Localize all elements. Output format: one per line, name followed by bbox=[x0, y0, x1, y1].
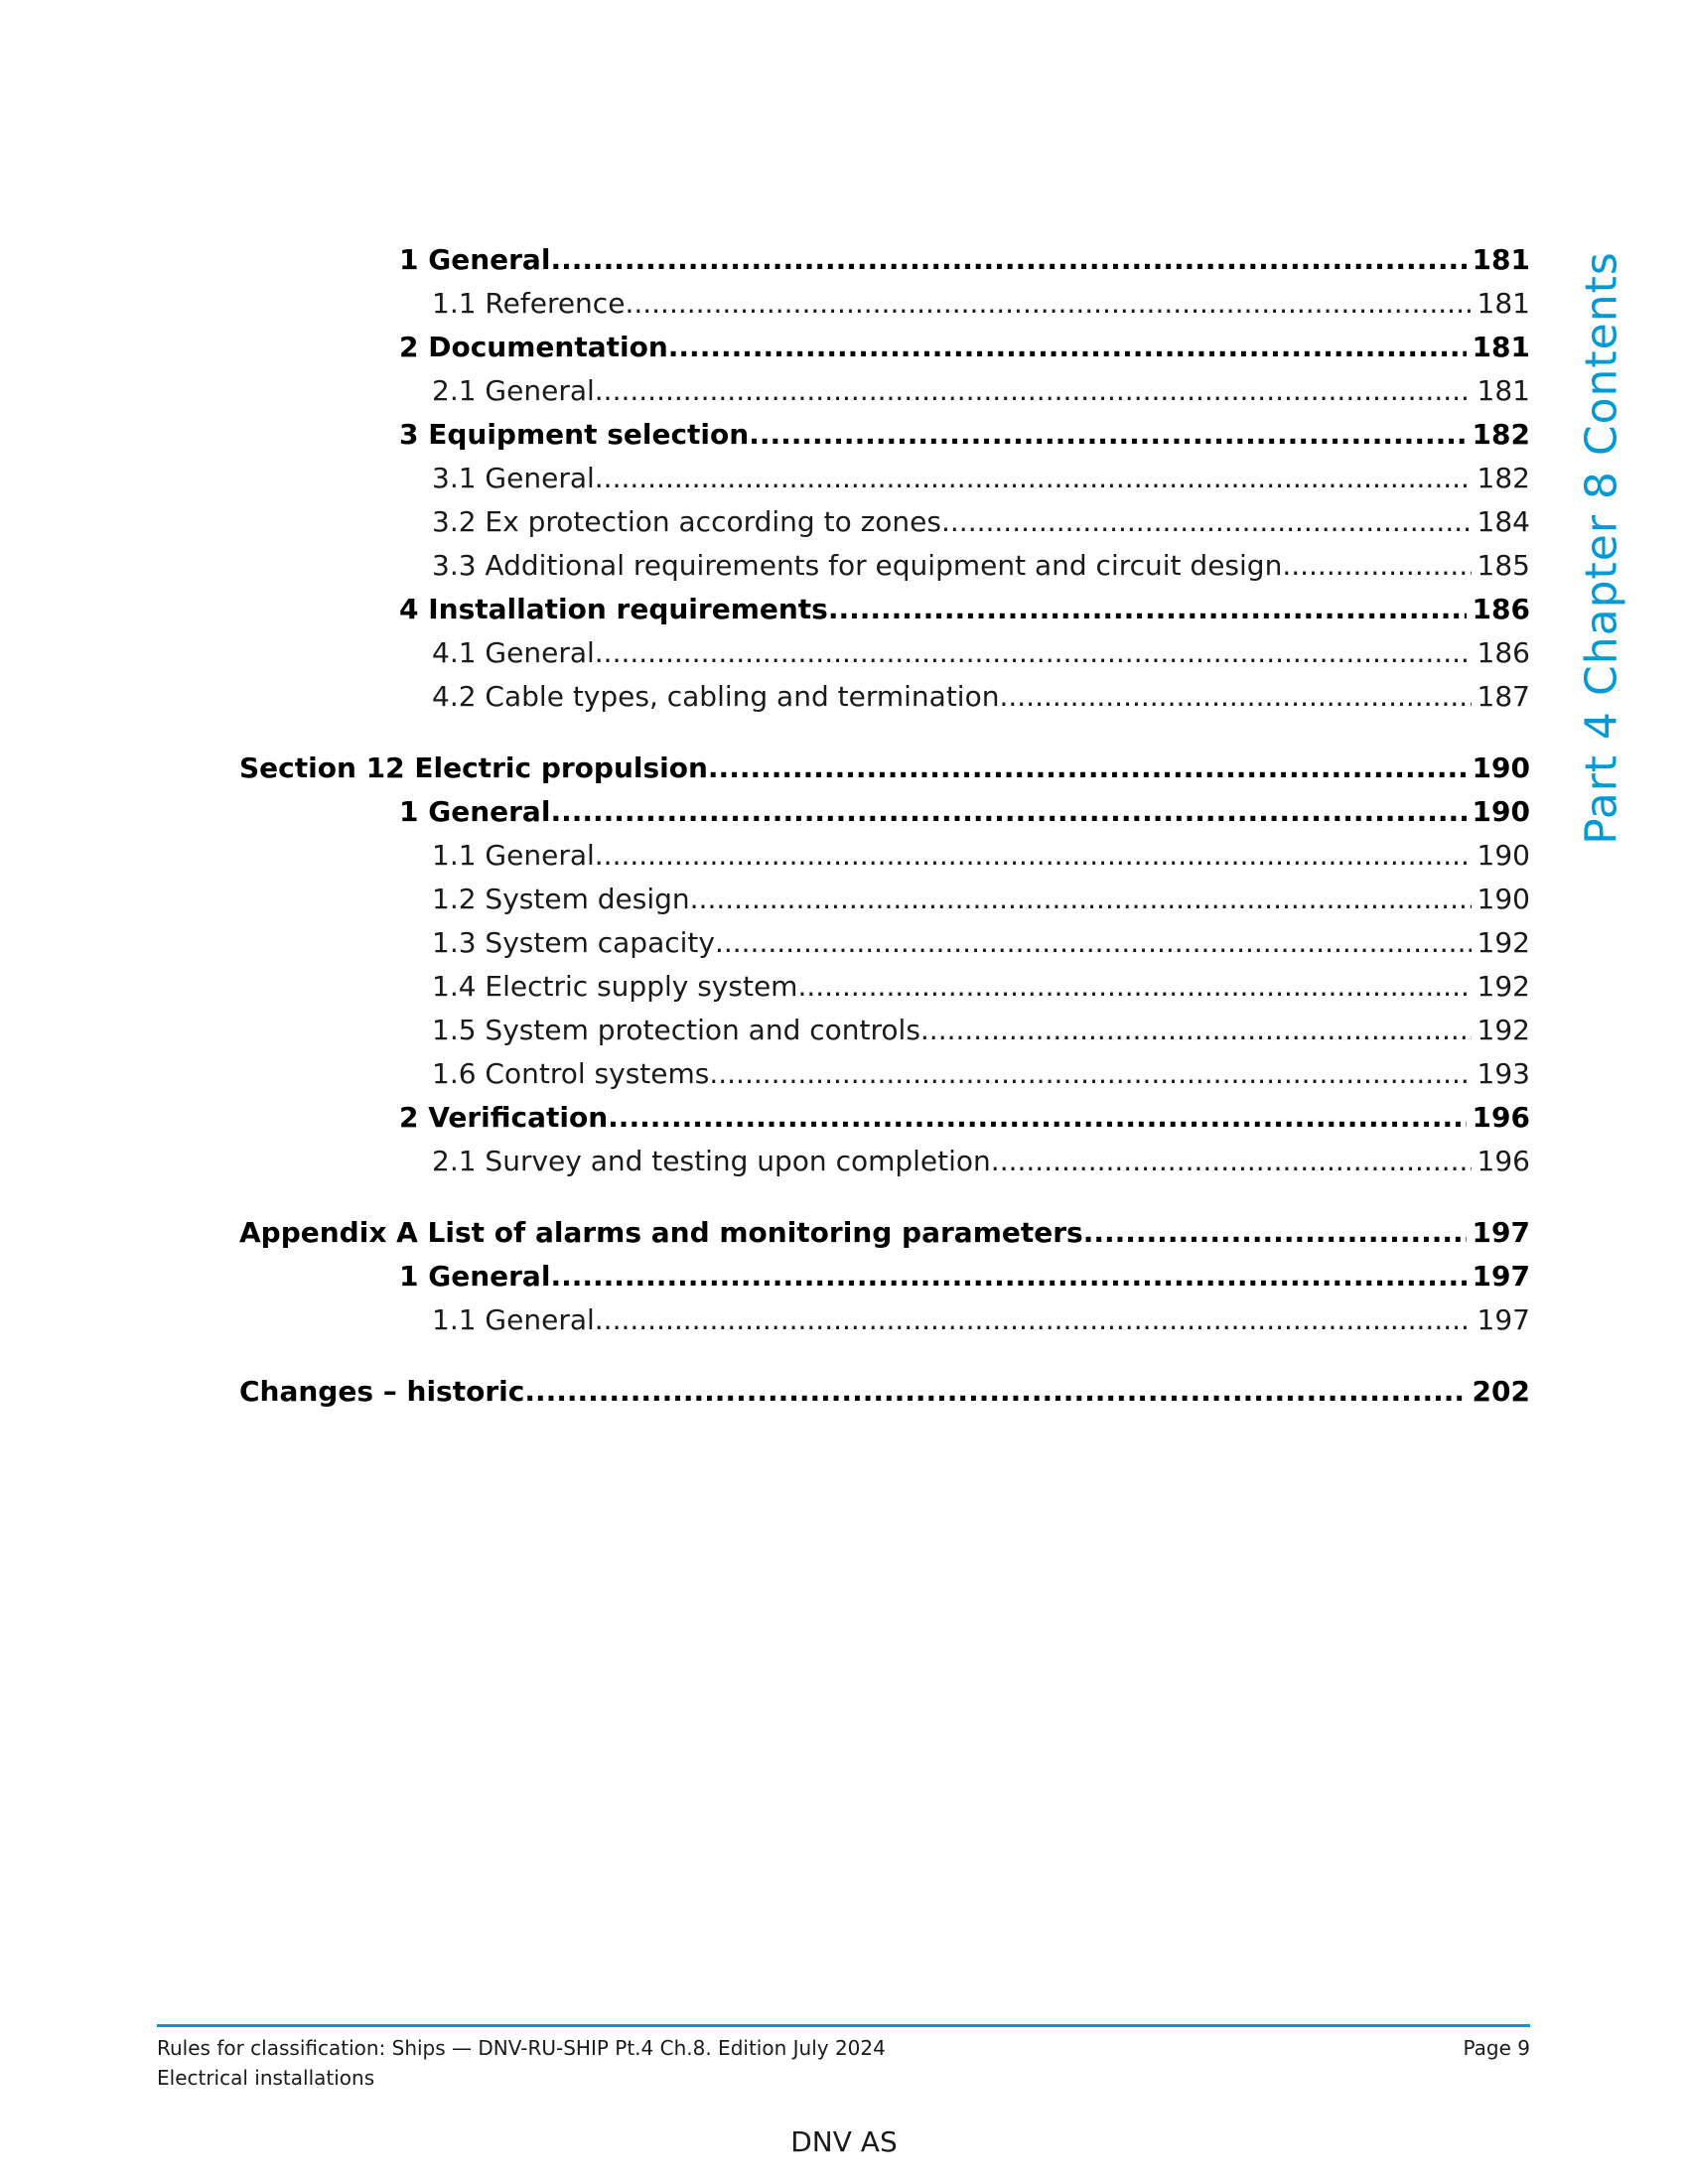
toc-entry-page: 186 bbox=[1472, 593, 1530, 625]
toc-entry-page: 192 bbox=[1477, 970, 1530, 1003]
toc-entry-subsection[interactable] bbox=[432, 502, 1530, 542]
toc-entry-label: 3.2 Ex protection according to zones bbox=[432, 505, 941, 538]
toc-entry-page: 192 bbox=[1477, 926, 1530, 959]
toc-entry-chapter[interactable] bbox=[399, 1257, 1530, 1297]
toc-entry-label: 1 General bbox=[399, 795, 551, 828]
toc-dot-leader bbox=[595, 836, 1472, 876]
toc-dot-leader bbox=[690, 880, 1472, 919]
toc-entry-subsection[interactable] bbox=[432, 284, 1530, 324]
toc-entry-page: 197 bbox=[1472, 1216, 1530, 1249]
toc-entry-page: 196 bbox=[1477, 1145, 1530, 1177]
toc-entry-chapter[interactable] bbox=[399, 240, 1530, 280]
toc-entry-label: 1.2 System design bbox=[432, 883, 690, 915]
chapter-side-tab-label: Part 4 Chapter 8 Contents bbox=[1576, 251, 1627, 845]
toc-dot-leader bbox=[550, 792, 1466, 832]
toc-entry-page: 181 bbox=[1472, 331, 1530, 363]
footer-divider bbox=[157, 2024, 1530, 2027]
toc-entry-subsection[interactable] bbox=[432, 459, 1530, 498]
toc-entry-chapter[interactable] bbox=[399, 328, 1530, 367]
toc-entry-section[interactable] bbox=[239, 1372, 1530, 1412]
toc-entry-subsection[interactable] bbox=[432, 677, 1530, 717]
toc-dot-leader bbox=[709, 1054, 1471, 1094]
footer-document-title: Rules for classification: Ships — DNV-RU-SHIP Pt.4 Ch.8. Edition July 2024 bbox=[157, 2036, 886, 2060]
toc-entry-chapter[interactable] bbox=[399, 1098, 1530, 1138]
toc-entry-page: 181 bbox=[1472, 243, 1530, 276]
toc-entry-page: 193 bbox=[1477, 1057, 1530, 1090]
toc-dot-leader bbox=[920, 1011, 1472, 1050]
toc-entry-section[interactable] bbox=[239, 1213, 1530, 1253]
toc-entry-chapter[interactable] bbox=[399, 415, 1530, 455]
toc-entry-label: Appendix A List of alarms and monitoring parameters bbox=[239, 1216, 1083, 1249]
toc-dot-leader bbox=[941, 502, 1472, 542]
toc-entry-page: 190 bbox=[1472, 795, 1530, 828]
toc-dot-leader bbox=[524, 1372, 1466, 1412]
toc-dot-leader bbox=[550, 1257, 1466, 1297]
toc-entry-page: 196 bbox=[1472, 1101, 1530, 1134]
toc-entry-label: Section 12 Electric propulsion bbox=[239, 751, 708, 784]
toc-entry-page: 190 bbox=[1477, 883, 1530, 915]
toc-entry-label: 1.4 Electric supply system bbox=[432, 970, 798, 1003]
toc-entry-label: 3 Equipment selection bbox=[399, 418, 750, 451]
toc-dot-leader bbox=[991, 1142, 1472, 1181]
toc-entry-page: 186 bbox=[1477, 636, 1530, 669]
toc-dot-leader bbox=[1282, 546, 1471, 586]
toc-entry-label: Changes – historic bbox=[239, 1375, 525, 1408]
toc-entry-chapter[interactable] bbox=[399, 792, 1530, 832]
toc-dot-leader bbox=[595, 633, 1472, 673]
toc-entry-subsection[interactable] bbox=[432, 1054, 1530, 1094]
toc-entry-subsection[interactable] bbox=[432, 546, 1530, 586]
toc-entry-page: 187 bbox=[1477, 680, 1530, 713]
toc-dot-leader bbox=[797, 967, 1471, 1007]
toc-entry-page: 182 bbox=[1477, 462, 1530, 494]
toc-entry-label: 4.2 Cable types, cabling and termination bbox=[432, 680, 1000, 713]
toc-entry-page: 182 bbox=[1472, 418, 1530, 451]
toc-entry-subsection[interactable] bbox=[432, 880, 1530, 919]
footer-publisher: DNV AS bbox=[790, 2125, 898, 2158]
toc-entry-subsection[interactable] bbox=[432, 923, 1530, 963]
toc-entry-subsection[interactable] bbox=[432, 371, 1530, 411]
toc-entry-subsection[interactable] bbox=[432, 967, 1530, 1007]
toc-entry-label: 1 General bbox=[399, 1260, 551, 1293]
toc-dot-leader bbox=[608, 1098, 1466, 1138]
toc-dot-leader bbox=[1083, 1213, 1467, 1253]
toc-entry-page: 181 bbox=[1477, 287, 1530, 320]
toc-entry-page: 192 bbox=[1477, 1014, 1530, 1046]
toc-entry-chapter[interactable] bbox=[399, 590, 1530, 629]
toc-entry-page: 197 bbox=[1472, 1260, 1530, 1293]
toc-entry-subsection[interactable] bbox=[432, 633, 1530, 673]
toc-entry-label: 2 Documentation bbox=[399, 331, 668, 363]
toc-dot-leader bbox=[668, 328, 1467, 367]
toc-entry-page: 202 bbox=[1472, 1375, 1530, 1408]
toc-dot-leader bbox=[749, 415, 1466, 455]
toc-entry-label: 3.1 General bbox=[432, 462, 595, 494]
toc-entry-subsection[interactable] bbox=[432, 1142, 1530, 1181]
toc-dot-leader bbox=[625, 284, 1471, 324]
toc-entry-page: 190 bbox=[1477, 839, 1530, 872]
toc-entry-section[interactable] bbox=[239, 749, 1530, 788]
toc-entry-label: 1.1 General bbox=[432, 839, 595, 872]
toc-entry-page: 190 bbox=[1472, 751, 1530, 784]
toc-entry-page: 197 bbox=[1477, 1303, 1530, 1336]
toc-dot-leader bbox=[595, 459, 1472, 498]
toc-entry-subsection[interactable] bbox=[432, 1011, 1530, 1050]
toc-entry-label: 2.1 General bbox=[432, 374, 595, 407]
toc-entry-label: 1.3 System capacity bbox=[432, 926, 715, 959]
toc-dot-leader bbox=[999, 677, 1471, 717]
toc-entry-page: 185 bbox=[1477, 549, 1530, 582]
toc-dot-leader bbox=[550, 240, 1466, 280]
toc-entry-subsection[interactable] bbox=[432, 1300, 1530, 1340]
toc-dot-leader bbox=[708, 749, 1467, 788]
toc-entry-page: 181 bbox=[1477, 374, 1530, 407]
toc-entry-label: 1.5 System protection and controls bbox=[432, 1014, 920, 1046]
toc-dot-leader bbox=[715, 923, 1472, 963]
toc-entry-label: 2 Verification bbox=[399, 1101, 609, 1134]
toc-entry-label: 1.1 Reference bbox=[432, 287, 626, 320]
toc-entry-subsection[interactable] bbox=[432, 836, 1530, 876]
toc-dot-leader bbox=[595, 371, 1472, 411]
toc-entry-label: 1 General bbox=[399, 243, 551, 276]
toc-entry-label: 4 Installation requirements bbox=[399, 593, 828, 625]
footer-document-subtitle: Electrical installations bbox=[157, 2066, 375, 2090]
toc-entry-label: 2.1 Survey and testing upon completion bbox=[432, 1145, 991, 1177]
toc-entry-page: 184 bbox=[1477, 505, 1530, 538]
toc-entry-label: 3.3 Additional requirements for equipment and circuit design bbox=[432, 549, 1283, 582]
toc-entry-label: 4.1 General bbox=[432, 636, 595, 669]
footer-page-number: Page 9 bbox=[1463, 2036, 1530, 2060]
toc-entry-label: 1.6 Control systems bbox=[432, 1057, 710, 1090]
toc-dot-leader bbox=[595, 1300, 1472, 1340]
toc-dot-leader bbox=[828, 590, 1467, 629]
toc-entry-label: 1.1 General bbox=[432, 1303, 595, 1336]
chapter-side-tab bbox=[1572, 251, 1631, 845]
